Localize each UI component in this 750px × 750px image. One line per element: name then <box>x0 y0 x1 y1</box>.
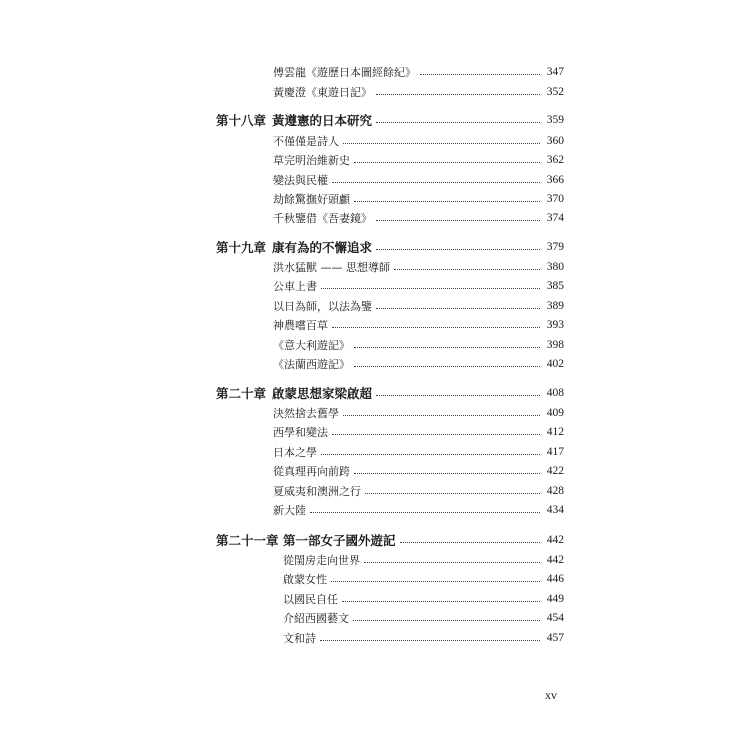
toc-section-entry <box>273 257 564 277</box>
toc-section-entry <box>273 150 564 170</box>
page-number: 446 <box>546 573 564 585</box>
dot-leader <box>321 454 540 455</box>
toc-section-entry <box>283 628 564 648</box>
toc-section-entry <box>273 500 564 520</box>
dot-leader <box>354 347 540 348</box>
page-number: 389 <box>546 300 564 312</box>
section-title: 神農嚐百草 <box>273 319 328 332</box>
toc-section-entry <box>273 403 564 423</box>
dot-leader <box>376 94 540 95</box>
toc-section-entry <box>273 481 564 501</box>
section-title: 以國民自任 <box>283 593 338 606</box>
page-number: 434 <box>546 504 564 516</box>
page-number: 380 <box>546 261 564 273</box>
toc-section-entry <box>273 461 564 481</box>
chapter-title: 康有為的不懈追求 <box>272 240 373 255</box>
toc-section-entry <box>273 354 564 374</box>
toc-section-entry <box>273 208 564 228</box>
page-number: 409 <box>546 407 564 419</box>
page-number: 398 <box>546 339 564 351</box>
toc-section-entry <box>283 608 564 628</box>
page-number: 393 <box>546 319 564 331</box>
section-title: 洪水猛獸 —— 思想導師 <box>273 261 390 274</box>
page-number: 408 <box>546 387 564 399</box>
dot-leader <box>310 512 540 513</box>
dot-leader <box>376 308 540 309</box>
dot-leader <box>343 415 540 416</box>
page-number: 352 <box>546 86 564 98</box>
page-number: 402 <box>546 358 564 370</box>
page-number: 374 <box>546 212 564 224</box>
dot-leader <box>376 395 540 396</box>
page-number: 379 <box>546 241 564 253</box>
page-number: 454 <box>546 612 564 624</box>
dot-leader <box>400 542 540 543</box>
page-number: 370 <box>546 193 564 205</box>
page-number: 360 <box>546 135 564 147</box>
page-number: 366 <box>546 174 564 186</box>
section-title: 《意大利遊記》 <box>273 339 350 352</box>
page-number: 442 <box>546 554 564 566</box>
dot-leader <box>376 122 540 123</box>
dot-leader <box>332 327 540 328</box>
dot-leader <box>420 74 540 75</box>
dot-leader <box>343 143 540 144</box>
section-title: 介紹西國藝文 <box>283 612 349 625</box>
section-title: 以日為師，以法為鑒 <box>273 300 372 313</box>
section-title: 從真理再向前跨 <box>273 465 350 478</box>
section-title: 新大陸 <box>273 504 306 517</box>
page-folio: xv <box>545 688 557 702</box>
toc-section-entry <box>283 569 564 589</box>
dot-leader <box>376 249 540 250</box>
page-number: 417 <box>546 446 564 458</box>
chapter-title: 黃遵憲的日本研究 <box>272 113 373 128</box>
dot-leader <box>354 162 540 163</box>
chapter-label: 第二十章 <box>216 386 267 401</box>
section-title: 從閨房走向世界 <box>283 554 360 567</box>
chapter-label: 第十九章 <box>216 240 267 255</box>
dot-leader <box>332 182 540 183</box>
section-title: 草完明治維新史 <box>273 154 350 167</box>
section-title: 黃慶澄《東遊日記》 <box>273 86 372 99</box>
toc-section-entry <box>283 589 564 609</box>
toc-chapter-entry <box>216 237 564 257</box>
page-number: 412 <box>546 426 564 438</box>
section-title: 決然捨去舊學 <box>273 407 339 420</box>
dot-leader <box>365 493 540 494</box>
toc-section-entry <box>273 315 564 335</box>
chapter-label: 第二十一章 <box>216 533 279 548</box>
section-title: 傅雲龍《遊歷日本圖經餘紀》 <box>273 66 416 79</box>
toc-section-entry <box>273 442 564 462</box>
toc-section-entry <box>273 62 564 82</box>
section-title: 夏威夷和澳洲之行 <box>273 485 361 498</box>
section-title: 文和詩 <box>283 632 316 645</box>
dot-leader <box>342 601 540 602</box>
dot-leader <box>354 201 540 202</box>
toc-section-entry <box>283 550 564 570</box>
section-title: 公車上書 <box>273 280 317 293</box>
chapter-label: 第十八章 <box>216 113 267 128</box>
chapter-title: 啟蒙思想家梁啟超 <box>272 386 373 401</box>
page-number: 428 <box>546 485 564 497</box>
section-title: 千秋鑒借《吾妻鏡》 <box>273 212 372 225</box>
page-number: 359 <box>546 114 564 126</box>
page-number: 422 <box>546 465 564 477</box>
section-title: 不僅僅是詩人 <box>273 135 339 148</box>
dot-leader <box>353 620 540 621</box>
page-number: 449 <box>546 593 564 605</box>
section-title: 《法蘭西遊記》 <box>273 358 350 371</box>
dot-leader <box>321 288 540 289</box>
toc-section-entry <box>273 82 564 102</box>
dot-leader <box>332 434 540 435</box>
toc-section-entry <box>273 189 564 209</box>
page-number: 385 <box>546 280 564 292</box>
toc-section-entry <box>273 296 564 316</box>
page-number: 362 <box>546 154 564 166</box>
dot-leader <box>376 220 540 221</box>
toc-section-entry <box>273 131 564 151</box>
dot-leader <box>394 269 540 270</box>
toc-section-entry <box>273 422 564 442</box>
dot-leader <box>354 366 540 367</box>
dot-leader <box>364 562 540 563</box>
page-number: 442 <box>546 534 564 546</box>
dot-leader <box>331 581 540 582</box>
section-title: 西學和變法 <box>273 426 328 439</box>
toc-chapter-entry <box>216 383 564 403</box>
section-title: 劫餘驚撫好頭顱 <box>273 193 350 206</box>
toc-chapter-entry <box>216 110 564 130</box>
section-title: 日本之學 <box>273 446 317 459</box>
dot-leader <box>320 640 540 641</box>
toc-section-entry <box>273 170 564 190</box>
page-number: 457 <box>546 632 564 644</box>
page-number: 347 <box>546 66 564 78</box>
chapter-title: 第一部女子國外遊記 <box>283 533 396 548</box>
toc-section-entry <box>273 335 564 355</box>
dot-leader <box>354 473 540 474</box>
toc-section-entry <box>273 276 564 296</box>
section-title: 變法與民權 <box>273 174 328 187</box>
section-title: 啟蒙女性 <box>283 573 327 586</box>
toc-chapter-entry <box>216 530 564 550</box>
